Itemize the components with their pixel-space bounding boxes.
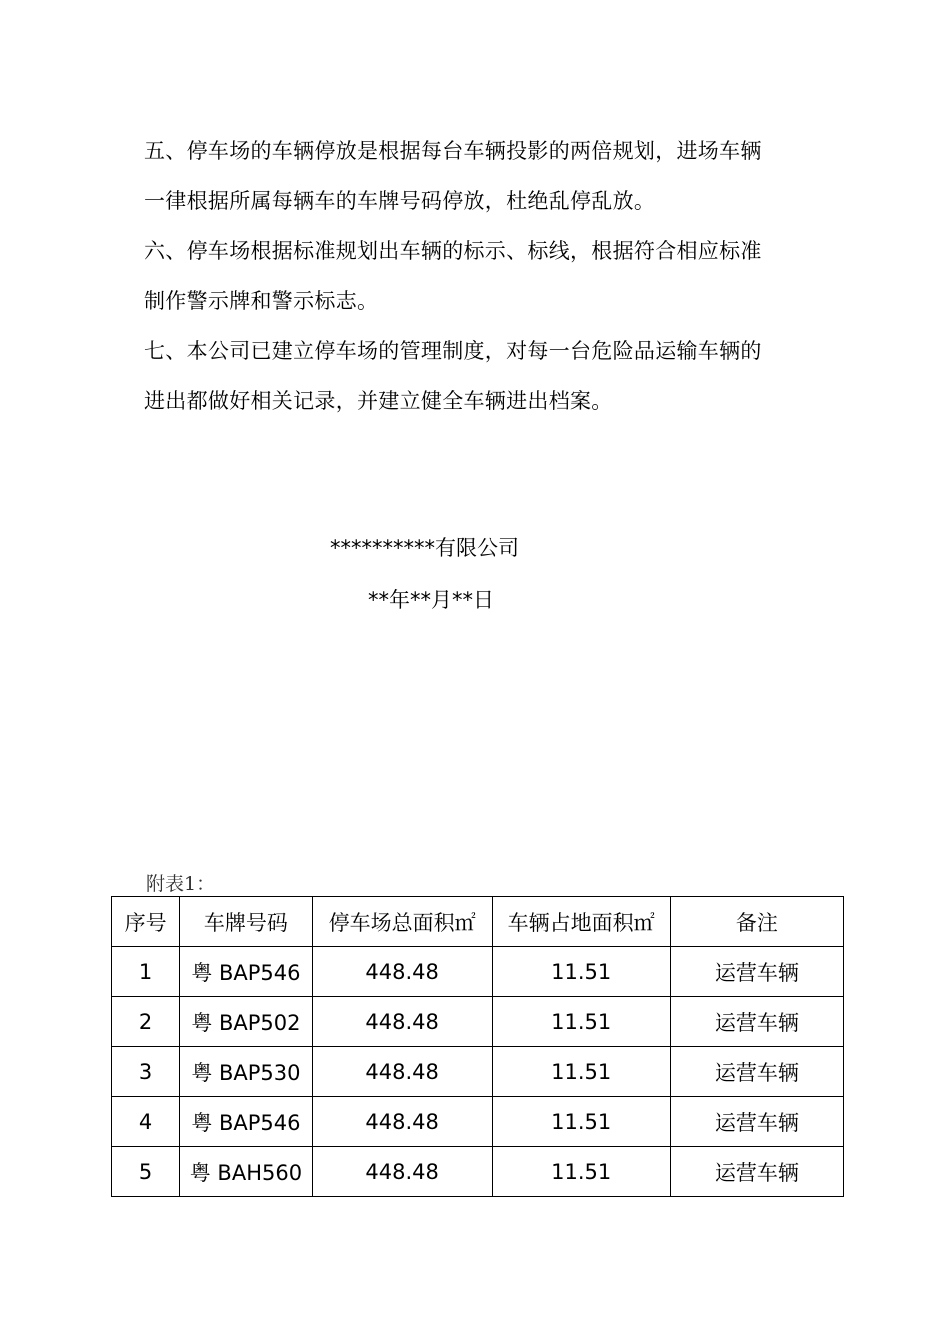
paragraph-6: [144, 226, 804, 326]
paragraph-line: 制作警示牌和警示标志。: [144, 289, 379, 313]
cell-plate: 粤 BAP546: [180, 947, 312, 997]
cell-remark: 运营车辆: [670, 997, 843, 1047]
cell-index: 5: [112, 1147, 180, 1197]
header-vehicle-area: 车辆占地面积㎡: [492, 897, 670, 947]
cell-total-area: 448.48: [312, 997, 492, 1047]
table-row: [112, 1097, 844, 1147]
cell-plate: 粤 BAH560: [180, 1147, 312, 1197]
cell-vehicle-area: 11.51: [492, 1147, 670, 1197]
cell-total-area: 448.48: [312, 1047, 492, 1097]
cell-vehicle-area: 11.51: [492, 1097, 670, 1147]
cell-remark: 运营车辆: [670, 1047, 843, 1097]
cell-total-area: 448.48: [312, 1097, 492, 1147]
company-name: **********有限公司: [330, 536, 519, 560]
cell-total-area: 448.48: [312, 947, 492, 997]
signature-date: **年**月**日: [368, 588, 494, 612]
vehicle-table: [111, 896, 844, 1197]
cell-total-area: 448.48: [312, 1147, 492, 1197]
table-caption: 附表1：: [146, 873, 216, 895]
cell-plate: 粤 BAP530: [180, 1047, 312, 1097]
cell-remark: 运营车辆: [670, 947, 843, 997]
cell-index: 3: [112, 1047, 180, 1097]
paragraph-line: 进出都做好相关记录，并建立健全车辆进出档案。: [144, 389, 613, 413]
paragraph-line: 七、本公司已建立停车场的管理制度，对每一台危险品运输车辆的: [144, 339, 762, 363]
paragraph-line: 六、停车场根据标准规划出车辆的标示、标线，根据符合相应标准: [144, 239, 762, 263]
table-header-row: [112, 897, 844, 947]
cell-remark: 运营车辆: [670, 1097, 843, 1147]
cell-index: 4: [112, 1097, 180, 1147]
header-total-area: 停车场总面积㎡: [312, 897, 492, 947]
paragraph-7: [144, 326, 804, 426]
cell-plate: 粤 BAP502: [180, 997, 312, 1047]
header-index: 序号: [112, 897, 180, 947]
table-row: [112, 1147, 844, 1197]
table-row: [112, 1047, 844, 1097]
cell-remark: 运营车辆: [670, 1147, 843, 1197]
cell-vehicle-area: 11.51: [492, 1047, 670, 1097]
header-remark: 备注: [670, 897, 843, 947]
table-row: [112, 947, 844, 997]
cell-index: 1: [112, 947, 180, 997]
header-plate: 车牌号码: [180, 897, 312, 947]
cell-plate: 粤 BAP546: [180, 1097, 312, 1147]
cell-vehicle-area: 11.51: [492, 947, 670, 997]
cell-index: 2: [112, 997, 180, 1047]
paragraph-line: 一律根据所属每辆车的车牌号码停放，杜绝乱停乱放。: [144, 189, 656, 213]
table-row: [112, 997, 844, 1047]
paragraph-5: [144, 126, 804, 226]
cell-vehicle-area: 11.51: [492, 997, 670, 1047]
paragraph-line: 五、停车场的车辆停放是根据每台车辆投影的两倍规划，进场车辆: [144, 139, 762, 163]
